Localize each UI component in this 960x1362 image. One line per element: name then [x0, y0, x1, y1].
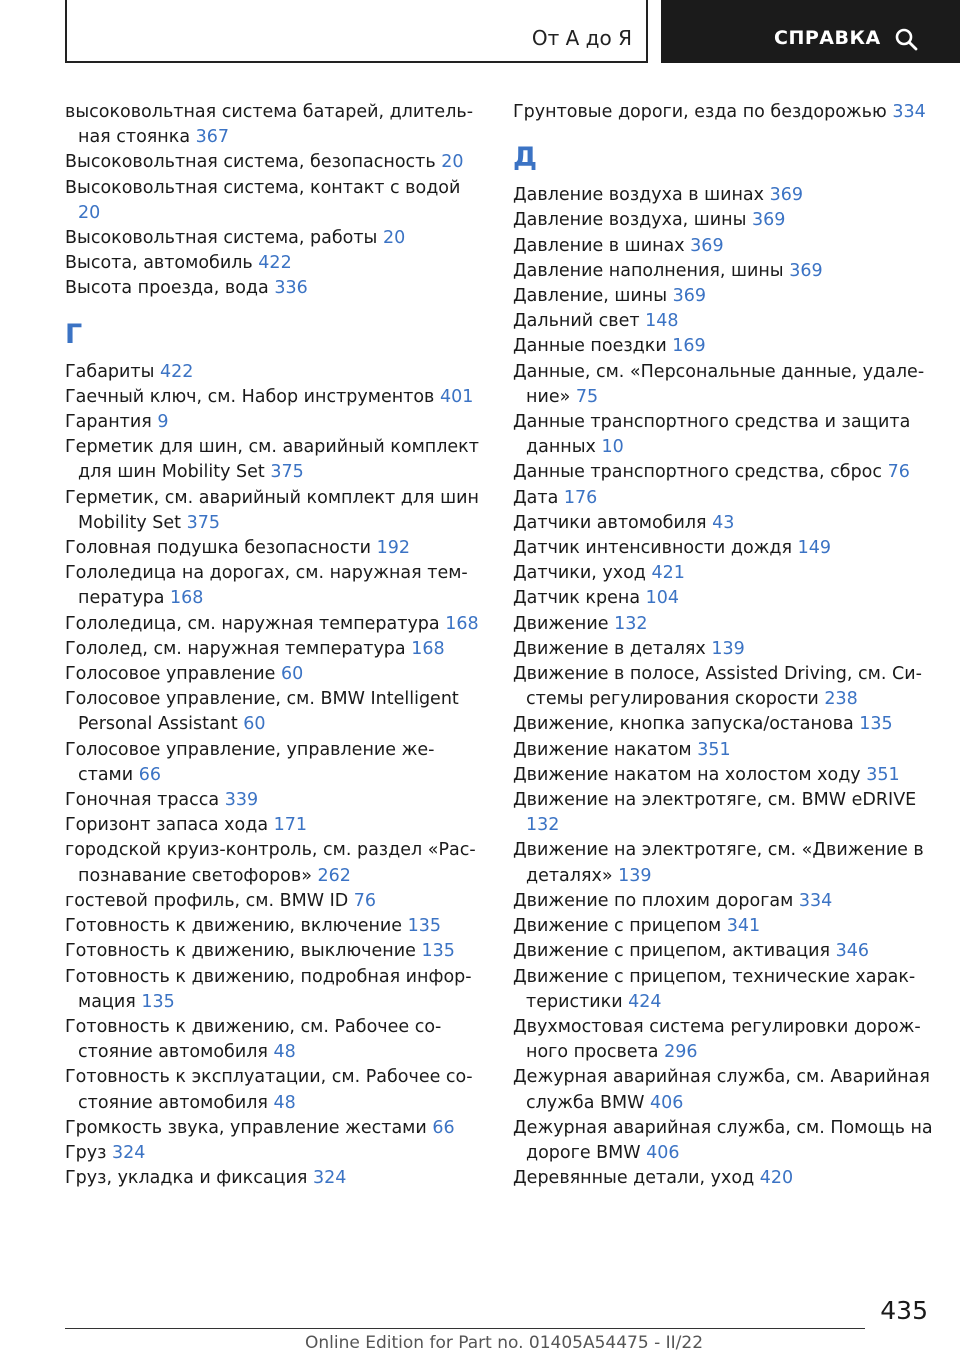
index-term: Герметик, см. аварийный комплект для шин Mobility Set	[65, 487, 479, 533]
index-term: Движение в полосе, Assisted Driving, см. Системы регулирования скорости	[513, 664, 922, 710]
page-link[interactable]: 369	[752, 210, 786, 231]
index-entry	[65, 251, 480, 276]
section-letter: Г	[65, 318, 83, 350]
index-entry	[513, 1065, 933, 1115]
index-entry	[65, 914, 480, 939]
index-term: Гололедица на дорогах, см. наружная температура	[65, 563, 468, 609]
index-entry	[513, 712, 933, 737]
page-link[interactable]: 375	[186, 512, 221, 533]
index-term: Движение накатом на холостом ходу	[513, 764, 861, 785]
index-entry	[513, 965, 933, 1015]
index-term: Данные транспортного средства и защита данных	[513, 412, 911, 458]
index-term: Голосовое управление, см. BMW Intelligent Personal Assistant	[65, 689, 459, 735]
page-link[interactable]: 48	[273, 1092, 296, 1113]
index-term: Высоковольтная система, безопасность	[65, 152, 436, 173]
page-link[interactable]: 339	[224, 790, 259, 811]
index-entry	[513, 763, 933, 788]
page-link[interactable]: 375	[270, 462, 304, 483]
index-term: Датчик интенсивности дождя	[513, 538, 793, 559]
index-entry	[65, 150, 480, 175]
page-link[interactable]: 169	[672, 336, 706, 357]
index-term: Давление воздуха в шинах	[513, 185, 765, 206]
page-link[interactable]: 139	[711, 638, 745, 659]
index-entry	[513, 586, 933, 611]
page-link[interactable]: 192	[376, 538, 410, 559]
index-term: Готовность к движению, включение	[65, 916, 403, 937]
page-link[interactable]: 139	[618, 865, 652, 886]
index-term: Давление в шинах	[513, 235, 685, 256]
index-term: Движение на электротяге, см. BMW eDRIVE	[513, 790, 917, 811]
page-link[interactable]: 422	[159, 361, 194, 382]
index-entry	[513, 788, 933, 838]
index-entry	[65, 435, 480, 485]
index-entry	[65, 1141, 480, 1166]
page-link[interactable]: 43	[712, 512, 735, 533]
index-term: Движение с прицепом, технические характеристики	[513, 966, 916, 1012]
page-link[interactable]: 60	[281, 664, 304, 685]
index-term: Горизонт запаса хода	[65, 815, 269, 836]
page-link[interactable]: 422	[258, 253, 292, 274]
index-entry	[513, 360, 933, 410]
index-term: Датчик крена	[513, 588, 641, 609]
index-term: Грунтовые дороги, езда по бездорожью	[513, 102, 887, 122]
index-entry	[65, 536, 480, 561]
index-entry	[65, 687, 480, 737]
index-entry	[65, 965, 480, 1015]
section-letter: Д	[513, 142, 538, 174]
index-term: Гололедица, см. наружная температура	[65, 613, 440, 634]
page-link[interactable]: 168	[170, 588, 204, 609]
page-link[interactable]: 262	[317, 865, 351, 886]
index-entry	[65, 612, 480, 637]
page-link[interactable]: 10	[601, 437, 624, 458]
footer-divider	[65, 1328, 865, 1329]
index-column-right	[513, 100, 933, 1191]
index-entry	[513, 460, 933, 485]
magnifier-icon[interactable]	[894, 27, 918, 51]
page-link[interactable]: 351	[866, 764, 900, 785]
page-link[interactable]: 66	[138, 764, 161, 785]
page-link[interactable]: 334	[798, 890, 833, 911]
index-entry	[513, 208, 933, 233]
index-entry	[513, 662, 933, 712]
page-link[interactable]: 351	[697, 739, 731, 760]
index-entry	[513, 183, 933, 208]
index-term: Гаечный ключ, см. Набор инструментов	[65, 386, 435, 407]
index-entry	[65, 738, 480, 788]
page-link[interactable]: 168	[445, 613, 479, 634]
tab-help[interactable]	[661, 0, 960, 63]
page-link[interactable]: 346	[835, 941, 869, 962]
tab-help-label: СПРАВКА	[774, 27, 881, 49]
index-entry	[513, 100, 933, 125]
index-term: Дежурная аварийная служба, см. Аварийная служба BMW	[513, 1067, 930, 1113]
index-term: Движение с прицепом, активация	[513, 941, 831, 962]
index-term: Гоночная трасса	[65, 790, 220, 811]
index-term: Движение, кнопка запуска/останова	[513, 714, 854, 735]
page-link[interactable]: 48	[273, 1042, 296, 1063]
page-link[interactable]: 324	[312, 1168, 347, 1189]
index-term: Данные, см. «Персональные данные, удаление»	[513, 361, 925, 407]
page-link[interactable]: 406	[646, 1142, 680, 1163]
index-term: Груз	[65, 1142, 107, 1163]
page-link[interactable]: 76	[887, 462, 910, 483]
page-link[interactable]: 324	[112, 1142, 146, 1163]
index-entry	[65, 385, 480, 410]
index-term: Движение на электротяге, см. «Движение в деталях»	[513, 840, 924, 886]
index-entry	[65, 360, 480, 385]
index-entry	[513, 1116, 933, 1166]
index-term: Движение накатом	[513, 739, 692, 760]
index-entry	[513, 889, 933, 914]
index-term: Высота, автомобиль	[65, 253, 253, 274]
index-entry	[513, 234, 933, 259]
page-link[interactable]: 76	[353, 890, 377, 911]
index-entry	[513, 536, 933, 561]
edition-text: Online Edition for Part no. 01405A54475 - II/22	[305, 1333, 704, 1353]
page-link[interactable]: 132	[526, 815, 560, 836]
index-entry	[65, 176, 480, 226]
page-link[interactable]: 369	[789, 260, 823, 281]
index-entry	[65, 662, 480, 687]
page-link[interactable]: 421	[651, 563, 685, 584]
index-entry	[65, 637, 480, 662]
page-link[interactable]: 336	[274, 278, 308, 299]
index-entry	[65, 1116, 480, 1141]
page-link[interactable]: 238	[824, 689, 858, 710]
index-term: Давление воздуха, шины	[513, 210, 747, 231]
index-term: Габариты	[65, 361, 155, 382]
index-entry	[513, 486, 933, 511]
tab-az[interactable]	[65, 0, 648, 63]
index-entry	[513, 1015, 933, 1065]
page-link[interactable]: 104	[645, 588, 680, 609]
index-term: Груз, укладка и фиксация	[65, 1168, 308, 1189]
index-entry	[65, 889, 480, 914]
index-term: Голосовое управление	[65, 664, 276, 685]
index-entry	[513, 309, 933, 334]
page-link[interactable]: 66	[432, 1117, 455, 1138]
index-entry	[513, 334, 933, 359]
index-term: высоковольтная система батарей, длительная стоянка	[65, 102, 474, 148]
index-entry	[513, 511, 933, 536]
index-entry	[65, 561, 480, 611]
index-entry	[65, 1166, 480, 1191]
index-term: Герметик для шин, см. аварийный комплект для шин Mobility Set	[65, 437, 479, 483]
index-entry	[65, 838, 480, 888]
index-term: Голосовое управление, управление жестами	[65, 739, 435, 785]
index-term: гостевой профиль, см. BMW ID	[65, 890, 349, 911]
page-link[interactable]: 20	[382, 228, 406, 249]
index-entry	[513, 561, 933, 586]
page-link[interactable]: 148	[645, 311, 679, 332]
index-term: Движение по плохим дорогам	[513, 890, 794, 911]
page-link[interactable]: 168	[411, 638, 445, 659]
page-link[interactable]: 406	[650, 1092, 684, 1113]
page-link[interactable]: 176	[563, 487, 598, 508]
index-term: Датчики автомобиля	[513, 512, 707, 533]
page-link[interactable]: 135	[421, 941, 455, 962]
index-term: Гололед, см. наружная температура	[65, 638, 406, 659]
index-entry	[513, 284, 933, 309]
index-entry	[513, 410, 933, 460]
index-entry	[65, 939, 480, 964]
index-entry	[65, 486, 480, 536]
index-entry	[65, 788, 480, 813]
index-entry	[513, 914, 933, 939]
page-link[interactable]: 369	[769, 185, 803, 206]
page-number: 435	[880, 1296, 928, 1325]
page-link[interactable]: 135	[407, 916, 442, 937]
page-link[interactable]: 132	[614, 613, 648, 634]
page-link[interactable]: 424	[628, 991, 662, 1012]
index-term: Дальний свет	[513, 311, 640, 332]
index-term: Давление, шины	[513, 286, 668, 307]
index-term: Громкость звука, управление жестами	[65, 1117, 427, 1138]
index-term: Деревянные детали, уход	[513, 1168, 755, 1189]
index-entry	[65, 410, 480, 435]
page-link[interactable]: 334	[892, 102, 926, 122]
index-term: Высоковольтная система, контакт с водой	[65, 177, 461, 198]
page-link[interactable]: 75	[575, 386, 599, 407]
page-link[interactable]: 20	[78, 202, 101, 223]
index-entry	[65, 1015, 480, 1065]
index-entry	[65, 100, 480, 150]
index-column-left	[65, 100, 480, 1191]
index-term: Данные транспортного средства, сброс	[513, 462, 883, 483]
index-term: Дата	[513, 487, 559, 508]
page-link[interactable]: 171	[273, 815, 308, 836]
page-link[interactable]: 341	[726, 916, 761, 937]
index-entry	[65, 1065, 480, 1115]
index-term: Давление наполнения, шины	[513, 260, 784, 281]
page-link[interactable]: 60	[243, 714, 266, 735]
tab-az-label: От А до Я	[531, 26, 632, 50]
index-term: Данные поездки	[513, 336, 667, 357]
index-entry	[513, 838, 933, 888]
index-term: Движение	[513, 613, 609, 634]
page-link[interactable]: 369	[690, 235, 724, 256]
index-entry	[513, 612, 933, 637]
index-term: Движение в деталях	[513, 638, 706, 659]
page-link[interactable]: 9	[157, 412, 169, 433]
page-link[interactable]: 296	[664, 1042, 698, 1063]
index-term: Высота проезда, вода	[65, 278, 269, 299]
page-link[interactable]: 367	[195, 127, 230, 148]
index-term: Движение с прицепом	[513, 916, 722, 937]
index-term: Датчики, уход	[513, 563, 646, 584]
index-entry	[513, 1166, 933, 1191]
index-entry	[513, 738, 933, 763]
index-term: Высоковольтная система, работы	[65, 228, 378, 249]
index-entry	[65, 276, 480, 301]
index-term: Готовность к движению, подробная информация	[65, 966, 472, 1012]
index-term: городской круиз-контроль, см. раздел «Распознавание светофоров»	[65, 840, 476, 886]
page-link[interactable]: 135	[859, 714, 893, 735]
page-link[interactable]: 20	[441, 152, 464, 173]
page-link[interactable]: 420	[759, 1168, 794, 1189]
index-term: Головная подушка безопасности	[65, 538, 372, 559]
index-entry	[513, 259, 933, 284]
index-term: Готовность к движению, см. Рабочее состояние автомобиля	[65, 1016, 442, 1063]
index-term: Гарантия	[65, 412, 152, 433]
page-link[interactable]: 369	[672, 286, 706, 307]
index-entry	[65, 226, 480, 251]
index-term: Дежурная аварийная служба, см. Помощь на дороге BMW	[513, 1117, 933, 1163]
index-entry	[513, 637, 933, 662]
page-link[interactable]: 135	[141, 991, 175, 1012]
index-term: Двухмостовая система регулировки дорожного просвета	[513, 1016, 921, 1063]
index-entry	[513, 939, 933, 964]
page-link[interactable]: 401	[439, 386, 474, 407]
index-term: Готовность к эксплуатации, см. Рабочее состояние автомобиля	[65, 1067, 473, 1113]
index-entry	[65, 813, 480, 838]
page-link[interactable]: 149	[797, 538, 832, 559]
index-term: Готовность к движению, выключение	[65, 941, 416, 962]
